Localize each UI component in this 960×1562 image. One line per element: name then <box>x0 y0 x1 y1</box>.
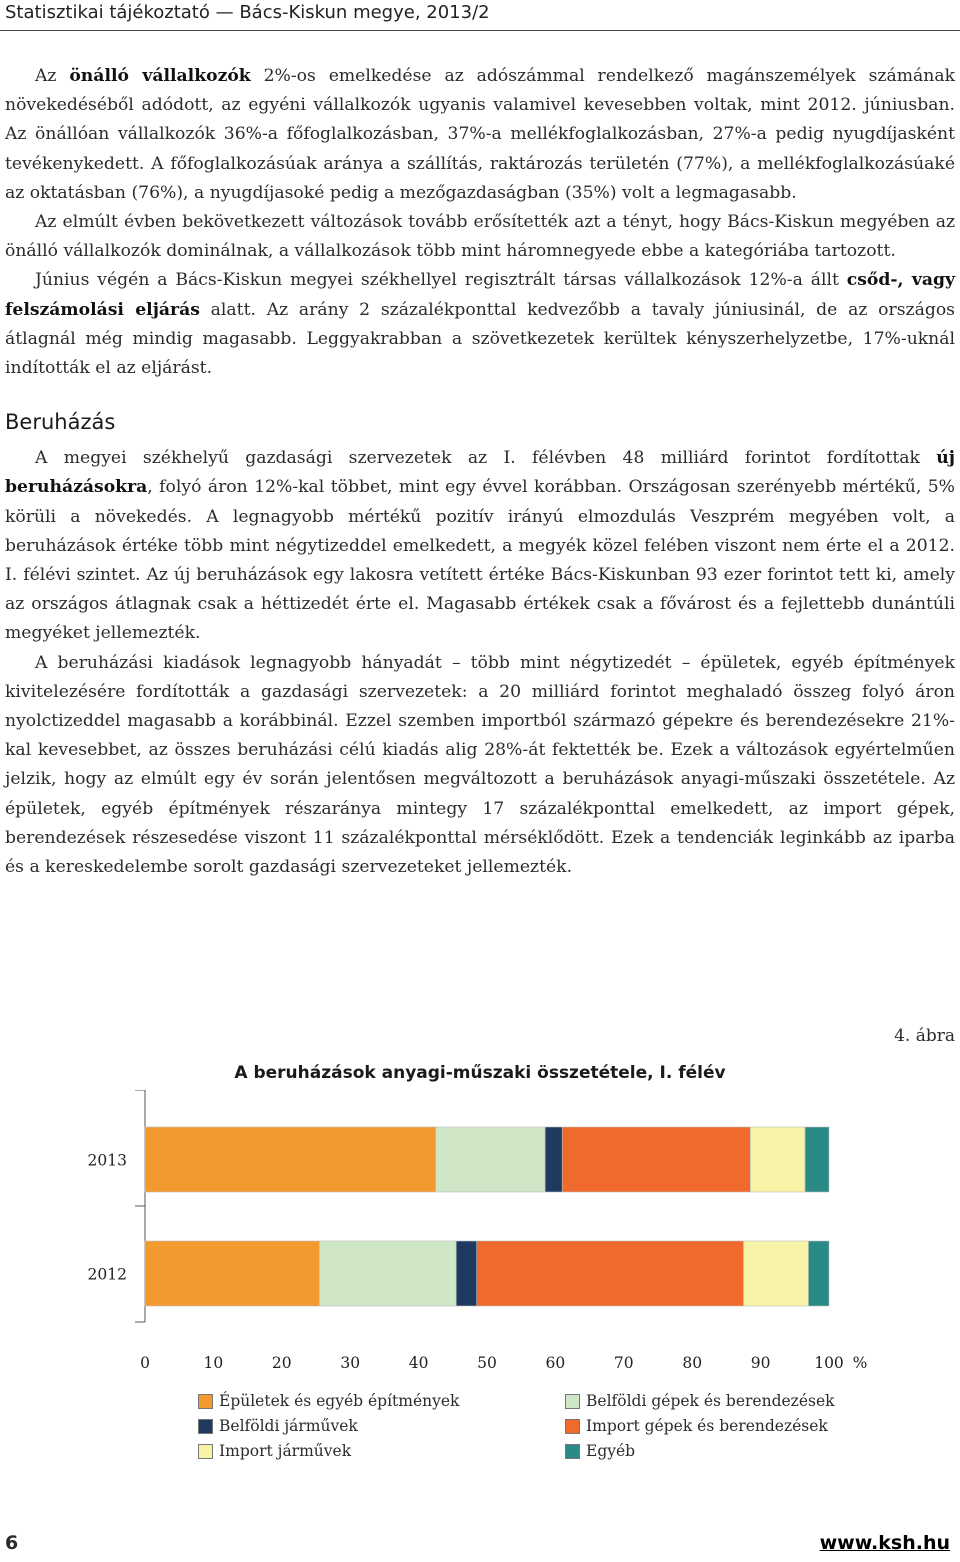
text-run: Június végén a Bács-Kiskun megyei székhellyel regisztrált társas vállalkozások 12%-a állt <box>35 270 847 291</box>
bar-segment <box>545 1127 562 1192</box>
x-tick-label: 20 <box>271 1354 292 1372</box>
paragraph <box>5 649 955 883</box>
legend-label: Belföldi gépek és berendezések <box>586 1392 835 1410</box>
x-tick-label: 100 <box>814 1354 844 1372</box>
text-run: , folyó áron 12%-kal többet, mint egy évvel korábban. Országosan szerényebb mértékű, 5% körüli a növekedés. A legnagyobb mértékű pozitív irányú elmozdulás Veszprém megyében volt, a beruházások értéke több mint négytizeddel emelkedett, a megyék közel felében viszont nem érte el a 2012. I. félévi szintet. Az új beruházások egy lakosra vetített értéke Bács-Kiskunban 93 ezer forintot tett ki, amely az országos átlagnak csak a héttizedét érte el. Magasabb értékek csak a fővárost és a fejlettebb dunántúli megyéket jellemezték. <box>5 477 955 644</box>
bold-text: új beruházásokra <box>5 448 955 498</box>
legend-label: Egyéb <box>586 1442 636 1460</box>
legend-item <box>198 1390 459 1412</box>
legend-item <box>198 1415 358 1437</box>
section-heading: Beruházás <box>5 410 116 435</box>
x-tick-label: 40 <box>408 1354 429 1372</box>
x-tick-label: 90 <box>750 1354 771 1372</box>
legend-swatch <box>565 1419 580 1434</box>
text-run: Az <box>35 66 70 86</box>
bar-segment <box>145 1127 436 1192</box>
legend-item <box>565 1415 828 1437</box>
bold-text: csőd-, vagy felszámolási eljárás <box>5 270 955 320</box>
legend-item <box>565 1440 635 1462</box>
legend-swatch <box>565 1444 580 1459</box>
bar-segment <box>477 1241 744 1306</box>
legend-swatch <box>198 1419 213 1434</box>
legend-swatch <box>198 1444 213 1459</box>
bold-text: önálló vállalkozók <box>69 66 251 86</box>
text-run: A megyei székhelyű gazdasági szervezetek az I. félévben 48 milliárd forintot fordítottak <box>35 448 937 469</box>
intro-text <box>5 62 955 383</box>
legend-item <box>198 1440 351 1462</box>
legend-label: Épületek és egyéb építmények <box>219 1392 460 1410</box>
category-label: 2012 <box>87 1265 127 1284</box>
text-run: Az elmúlt évben bekövetkezett változások tovább erősítették azt a tényt, hogy Bács-Kiskun megyében az önálló vállalkozók dominálnak, a vállalkozások több mint háromnegyede ebbe a kategóriába tartozott. <box>5 212 955 262</box>
figure-label: 4. ábra <box>894 1026 955 1046</box>
legend-item <box>565 1390 835 1412</box>
section-text <box>5 444 955 882</box>
legend-swatch <box>565 1394 580 1409</box>
legend-label: Import gépek és berendezések <box>586 1417 828 1435</box>
bar-segment <box>750 1127 805 1192</box>
stacked-bar-chart <box>0 1090 960 1380</box>
x-tick-label: 10 <box>203 1354 224 1372</box>
paragraph <box>5 208 955 266</box>
legend-swatch <box>198 1394 213 1409</box>
bar-segment <box>319 1241 456 1306</box>
x-tick-label: 70 <box>613 1354 634 1372</box>
bar-segment <box>744 1241 809 1306</box>
x-tick-label: 50 <box>477 1354 497 1372</box>
legend-label: Import járművek <box>219 1442 352 1460</box>
paragraph <box>5 62 955 208</box>
bar-segment <box>436 1127 545 1192</box>
chart-title: A beruházások anyagi-műszaki összetétele, I. félév <box>234 1063 726 1083</box>
text-run: A beruházási kiadások legnagyobb hányadát – több mint négytizedét – épületek, egyéb építmények kivitelezésére fordították a gazdasági szervezetek: a 20 milliárd forintot meghaladó összeg folyó áron nyolctizeddel magasabb a korábbinál. Ezzel szemben importból származó gépekre és berendezésekre 21%-kal kevesebbet, az összes beruházási célú kiadás alig 28%-át fektették be. Ezek a változások egyértelműen jelzik, hogy az elmúlt egy év során jelentősen megváltozott a beruházások anyagi-műszaki összetétele. Az épületek, egyéb építmények részaránya mintegy 17 százalékponttal emelkedett, az import gépek, berendezések részesedése viszont 11 százalékponttal mérséklődött. Ezek a tendenciák leginkább az iparba és a kereskedelembe sorolt gazdasági szervezeteket jellemezték. <box>5 652 955 878</box>
bar-segment <box>805 1127 829 1192</box>
text-run: alatt. Az arány 2 százalékponttal kedvezőbb a tavaly júniusinál, de az országos átlagnál még mindig magasabb. Leggyakrabban a szövetkezetek kerültek kényszerhelyzetbe, 17%-uknál indították el az eljárást. <box>5 299 955 379</box>
x-tick-label: 30 <box>340 1354 361 1372</box>
paragraph <box>5 444 955 648</box>
x-unit-label: % <box>852 1354 868 1372</box>
text-run: 2%-os emelkedése az adószámmal rendelkező magánszemélyek számának növekedéséből adódott, az egyéni vállalkozók ugyanis valamivel kevesebben voltak, mint 2012. júniusban. Az önállóan vállalkozók 36%-a főfoglalkozásban, 37%-a mellékfoglalkozásban, 27%-a pedig nyugdíjasként tevékenykedett. A főfoglalkozásúak aránya a szállítás, raktározás területén (77%), a mellékfoglalkozásúaké az oktatásban (76%), a nyugdíjasoké pedig a mezőgazdaságban (35%) volt a legmagasabb. <box>5 66 955 203</box>
x-tick-label: 60 <box>545 1354 566 1372</box>
bar-segment <box>145 1241 319 1306</box>
category-label: 2013 <box>87 1151 127 1170</box>
header-rule <box>0 30 960 31</box>
page-body <box>5 62 955 882</box>
legend-label: Belföldi járművek <box>219 1417 358 1435</box>
document-header: Statisztikai tájékoztató — Bács-Kiskun megye, 2013/2 <box>5 2 490 23</box>
x-tick-label: 0 <box>140 1354 150 1372</box>
page-number: 6 <box>5 1532 19 1554</box>
bar-segment <box>562 1127 750 1192</box>
bar-segment <box>456 1241 477 1306</box>
footer-link[interactable]: www.ksh.hu <box>819 1532 950 1554</box>
bar-segment <box>808 1241 829 1306</box>
paragraph <box>5 266 955 383</box>
x-tick-label: 80 <box>682 1354 703 1372</box>
